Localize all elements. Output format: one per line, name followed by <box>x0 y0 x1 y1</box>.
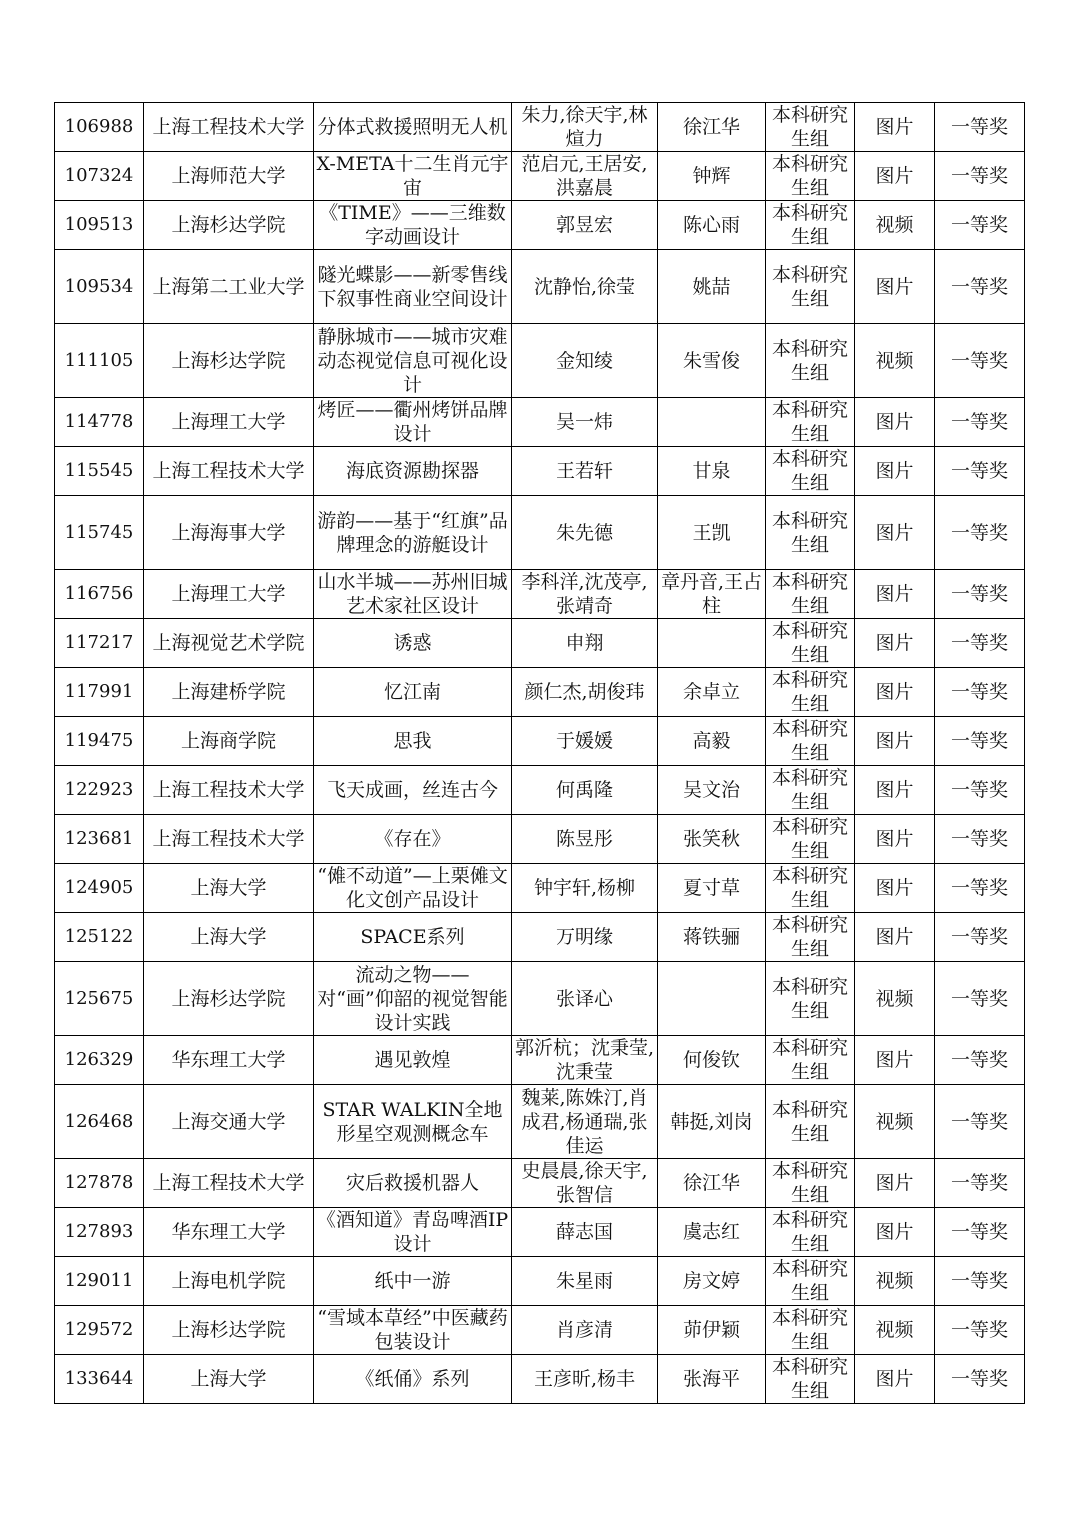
school-cell: 上海第二工业大学 <box>144 250 314 324</box>
group-cell: 本科研究生组 <box>766 668 855 717</box>
school-cell: 上海大学 <box>144 864 314 913</box>
school-cell: 上海工程技术大学 <box>144 103 314 152</box>
id-cell: 109534 <box>55 250 144 324</box>
authors-cell: 朱先德 <box>512 496 658 570</box>
id-cell: 114778 <box>55 398 144 447</box>
authors-cell: 郭昱宏 <box>512 201 658 250</box>
id-cell: 125675 <box>55 962 144 1036</box>
school-cell: 上海杉达学院 <box>144 962 314 1036</box>
award-cell: 一等奖 <box>935 962 1025 1036</box>
award-cell: 一等奖 <box>935 1355 1025 1404</box>
authors-cell: 王彦昕,杨丰 <box>512 1355 658 1404</box>
id-cell: 111105 <box>55 324 144 398</box>
type-cell: 视频 <box>855 201 935 250</box>
award-cell: 一等奖 <box>935 496 1025 570</box>
advisor-cell: 张笑秋 <box>658 815 766 864</box>
title-cell: 纸中一游 <box>314 1257 512 1306</box>
award-cell: 一等奖 <box>935 766 1025 815</box>
table-row <box>55 668 1025 717</box>
type-cell: 图片 <box>855 668 935 717</box>
group-cell: 本科研究生组 <box>766 1159 855 1208</box>
school-cell: 上海海事大学 <box>144 496 314 570</box>
title-cell: 流动之物—— 对“画”仰韶的视觉智能设计实践 <box>314 962 512 1036</box>
table-row <box>55 250 1025 324</box>
school-cell: 上海电机学院 <box>144 1257 314 1306</box>
advisor-cell <box>658 398 766 447</box>
id-cell: 115545 <box>55 447 144 496</box>
table-row <box>55 201 1025 250</box>
award-cell: 一等奖 <box>935 152 1025 201</box>
authors-cell: 颜仁杰,胡俊玮 <box>512 668 658 717</box>
group-cell: 本科研究生组 <box>766 766 855 815</box>
advisor-cell: 王凯 <box>658 496 766 570</box>
advisor-cell: 章丹音,王占柱 <box>658 570 766 619</box>
authors-cell: 李科洋,沈茂亭,张靖奇 <box>512 570 658 619</box>
type-cell: 视频 <box>855 324 935 398</box>
authors-cell: 王若轩 <box>512 447 658 496</box>
group-cell: 本科研究生组 <box>766 447 855 496</box>
authors-cell: 薛志国 <box>512 1208 658 1257</box>
type-cell: 图片 <box>855 152 935 201</box>
authors-cell: 万明缘 <box>512 913 658 962</box>
title-cell: 隧光蝶影——新零售线下叙事性商业空间设计 <box>314 250 512 324</box>
title-cell: 遇见敦煌 <box>314 1036 512 1085</box>
award-cell: 一等奖 <box>935 324 1025 398</box>
advisor-cell: 何俊钦 <box>658 1036 766 1085</box>
advisor-cell: 徐江华 <box>658 103 766 152</box>
school-cell: 上海建桥学院 <box>144 668 314 717</box>
title-cell: 《存在》 <box>314 815 512 864</box>
school-cell: 上海大学 <box>144 913 314 962</box>
table-row <box>55 619 1025 668</box>
authors-cell: 钟宇轩,杨柳 <box>512 864 658 913</box>
id-cell: 122923 <box>55 766 144 815</box>
authors-cell: 申翔 <box>512 619 658 668</box>
advisor-cell: 朱雪俊 <box>658 324 766 398</box>
award-cell: 一等奖 <box>935 1085 1025 1159</box>
group-cell: 本科研究生组 <box>766 1036 855 1085</box>
id-cell: 129572 <box>55 1306 144 1355</box>
table-row <box>55 1257 1025 1306</box>
title-cell: “傩不动道”—上栗傩文化文创产品设计 <box>314 864 512 913</box>
table-row <box>55 447 1025 496</box>
id-cell: 127878 <box>55 1159 144 1208</box>
title-cell: X-META十二生肖元宇宙 <box>314 152 512 201</box>
type-cell: 图片 <box>855 447 935 496</box>
school-cell: 上海杉达学院 <box>144 324 314 398</box>
school-cell: 上海杉达学院 <box>144 201 314 250</box>
group-cell: 本科研究生组 <box>766 250 855 324</box>
group-cell: 本科研究生组 <box>766 1208 855 1257</box>
school-cell: 上海理工大学 <box>144 570 314 619</box>
award-cell: 一等奖 <box>935 1036 1025 1085</box>
title-cell: “雪域本草经”中医藏药包装设计 <box>314 1306 512 1355</box>
type-cell: 图片 <box>855 766 935 815</box>
advisor-cell: 余卓立 <box>658 668 766 717</box>
id-cell: 126329 <box>55 1036 144 1085</box>
type-cell: 图片 <box>855 1159 935 1208</box>
award-cell: 一等奖 <box>935 201 1025 250</box>
school-cell: 上海商学院 <box>144 717 314 766</box>
advisor-cell <box>658 619 766 668</box>
table-row <box>55 717 1025 766</box>
award-cell: 一等奖 <box>935 815 1025 864</box>
title-cell: 烤匠——衢州烤饼品牌设计 <box>314 398 512 447</box>
authors-cell: 何禹隆 <box>512 766 658 815</box>
title-cell: 静脉城市——城市灾难动态视觉信息可视化设计 <box>314 324 512 398</box>
title-cell: 山水半城——苏州旧城艺术家社区设计 <box>314 570 512 619</box>
award-cell: 一等奖 <box>935 103 1025 152</box>
title-cell: 《TIME》——三维数字动画设计 <box>314 201 512 250</box>
school-cell: 华东理工大学 <box>144 1036 314 1085</box>
award-cell: 一等奖 <box>935 668 1025 717</box>
authors-cell: 金知绫 <box>512 324 658 398</box>
school-cell: 华东理工大学 <box>144 1208 314 1257</box>
type-cell: 图片 <box>855 717 935 766</box>
group-cell: 本科研究生组 <box>766 717 855 766</box>
school-cell: 上海工程技术大学 <box>144 1159 314 1208</box>
table-row <box>55 496 1025 570</box>
id-cell: 115745 <box>55 496 144 570</box>
table-row <box>55 766 1025 815</box>
award-cell: 一等奖 <box>935 619 1025 668</box>
authors-cell: 吴一炜 <box>512 398 658 447</box>
title-cell: 分体式救援照明无人机 <box>314 103 512 152</box>
advisor-cell: 张海平 <box>658 1355 766 1404</box>
table-row <box>55 398 1025 447</box>
school-cell: 上海交通大学 <box>144 1085 314 1159</box>
group-cell: 本科研究生组 <box>766 103 855 152</box>
group-cell: 本科研究生组 <box>766 1306 855 1355</box>
type-cell: 图片 <box>855 1036 935 1085</box>
table-row <box>55 1355 1025 1404</box>
id-cell: 126468 <box>55 1085 144 1159</box>
type-cell: 图片 <box>855 864 935 913</box>
award-cell: 一等奖 <box>935 913 1025 962</box>
title-cell: 思我 <box>314 717 512 766</box>
title-cell: 游韵——基于“红旗”品牌理念的游艇设计 <box>314 496 512 570</box>
type-cell: 图片 <box>855 250 935 324</box>
title-cell: 灾后救援机器人 <box>314 1159 512 1208</box>
award-cell: 一等奖 <box>935 250 1025 324</box>
award-cell: 一等奖 <box>935 570 1025 619</box>
advisor-cell: 房文婷 <box>658 1257 766 1306</box>
type-cell: 图片 <box>855 103 935 152</box>
authors-cell: 沈静怡,徐莹 <box>512 250 658 324</box>
type-cell: 图片 <box>855 1355 935 1404</box>
table-row <box>55 1036 1025 1085</box>
school-cell: 上海工程技术大学 <box>144 447 314 496</box>
school-cell: 上海工程技术大学 <box>144 766 314 815</box>
title-cell: 忆江南 <box>314 668 512 717</box>
group-cell: 本科研究生组 <box>766 1085 855 1159</box>
award-cell: 一等奖 <box>935 1257 1025 1306</box>
group-cell: 本科研究生组 <box>766 913 855 962</box>
advisor-cell: 夏寸草 <box>658 864 766 913</box>
id-cell: 106988 <box>55 103 144 152</box>
award-cell: 一等奖 <box>935 1159 1025 1208</box>
id-cell: 123681 <box>55 815 144 864</box>
award-cell: 一等奖 <box>935 1208 1025 1257</box>
group-cell: 本科研究生组 <box>766 496 855 570</box>
type-cell: 图片 <box>855 815 935 864</box>
table-row <box>55 962 1025 1036</box>
table-row <box>55 570 1025 619</box>
advisor-cell: 陈心雨 <box>658 201 766 250</box>
table-row <box>55 1208 1025 1257</box>
group-cell: 本科研究生组 <box>766 398 855 447</box>
school-cell: 上海理工大学 <box>144 398 314 447</box>
id-cell: 125122 <box>55 913 144 962</box>
title-cell: 飞天成画，丝连古今 <box>314 766 512 815</box>
table-row <box>55 324 1025 398</box>
advisor-cell: 高毅 <box>658 717 766 766</box>
group-cell: 本科研究生组 <box>766 1257 855 1306</box>
school-cell: 上海工程技术大学 <box>144 815 314 864</box>
title-cell: STAR WALKIN全地形星空观测概念车 <box>314 1085 512 1159</box>
id-cell: 117217 <box>55 619 144 668</box>
group-cell: 本科研究生组 <box>766 864 855 913</box>
type-cell: 图片 <box>855 398 935 447</box>
school-cell: 上海师范大学 <box>144 152 314 201</box>
table-row <box>55 152 1025 201</box>
type-cell: 图片 <box>855 1208 935 1257</box>
table-row <box>55 1306 1025 1355</box>
authors-cell: 范启元,王居安,洪嘉晨 <box>512 152 658 201</box>
school-cell: 上海大学 <box>144 1355 314 1404</box>
table-row <box>55 1159 1025 1208</box>
award-cell: 一等奖 <box>935 1306 1025 1355</box>
id-cell: 117991 <box>55 668 144 717</box>
type-cell: 视频 <box>855 962 935 1036</box>
award-cell: 一等奖 <box>935 398 1025 447</box>
table-row <box>55 815 1025 864</box>
advisor-cell <box>658 962 766 1036</box>
award-table <box>54 102 1025 1404</box>
id-cell: 119475 <box>55 717 144 766</box>
authors-cell: 肖彦清 <box>512 1306 658 1355</box>
award-cell: 一等奖 <box>935 864 1025 913</box>
authors-cell: 魏莱,陈姝汀,肖成君,杨通瑞,张佳运 <box>512 1085 658 1159</box>
advisor-cell: 钟辉 <box>658 152 766 201</box>
title-cell: 《酒知道》青岛啤酒IP设计 <box>314 1208 512 1257</box>
authors-cell: 张译心 <box>512 962 658 1036</box>
type-cell: 视频 <box>855 1306 935 1355</box>
authors-cell: 史晨晨,徐天宇,张智信 <box>512 1159 658 1208</box>
type-cell: 图片 <box>855 496 935 570</box>
group-cell: 本科研究生组 <box>766 815 855 864</box>
group-cell: 本科研究生组 <box>766 1355 855 1404</box>
authors-cell: 朱力,徐天宇,林煊力 <box>512 103 658 152</box>
id-cell: 109513 <box>55 201 144 250</box>
group-cell: 本科研究生组 <box>766 619 855 668</box>
id-cell: 127893 <box>55 1208 144 1257</box>
id-cell: 129011 <box>55 1257 144 1306</box>
advisor-cell: 虞志红 <box>658 1208 766 1257</box>
advisor-cell: 蒋铁骊 <box>658 913 766 962</box>
title-cell: 《纸俑》系列 <box>314 1355 512 1404</box>
advisor-cell: 姚喆 <box>658 250 766 324</box>
authors-cell: 陈昱彤 <box>512 815 658 864</box>
table-row <box>55 103 1025 152</box>
table-row <box>55 1085 1025 1159</box>
table-row <box>55 913 1025 962</box>
advisor-cell: 韩挺,刘岗 <box>658 1085 766 1159</box>
authors-cell: 朱星雨 <box>512 1257 658 1306</box>
school-cell: 上海杉达学院 <box>144 1306 314 1355</box>
group-cell: 本科研究生组 <box>766 201 855 250</box>
advisor-cell: 茆伊颖 <box>658 1306 766 1355</box>
advisor-cell: 吴文治 <box>658 766 766 815</box>
group-cell: 本科研究生组 <box>766 962 855 1036</box>
type-cell: 图片 <box>855 619 935 668</box>
id-cell: 116756 <box>55 570 144 619</box>
id-cell: 124905 <box>55 864 144 913</box>
title-cell: 诱惑 <box>314 619 512 668</box>
group-cell: 本科研究生组 <box>766 324 855 398</box>
award-table-body <box>55 103 1025 1404</box>
award-cell: 一等奖 <box>935 717 1025 766</box>
table-row <box>55 864 1025 913</box>
title-cell: 海底资源勘探器 <box>314 447 512 496</box>
school-cell: 上海视觉艺术学院 <box>144 619 314 668</box>
type-cell: 图片 <box>855 570 935 619</box>
type-cell: 视频 <box>855 1257 935 1306</box>
authors-cell: 郭沂杭；沈秉莹,沈秉莹 <box>512 1036 658 1085</box>
id-cell: 107324 <box>55 152 144 201</box>
type-cell: 图片 <box>855 913 935 962</box>
advisor-cell: 徐江华 <box>658 1159 766 1208</box>
award-cell: 一等奖 <box>935 447 1025 496</box>
advisor-cell: 甘泉 <box>658 447 766 496</box>
id-cell: 133644 <box>55 1355 144 1404</box>
title-cell: SPACE系列 <box>314 913 512 962</box>
group-cell: 本科研究生组 <box>766 152 855 201</box>
authors-cell: 于媛媛 <box>512 717 658 766</box>
type-cell: 视频 <box>855 1085 935 1159</box>
group-cell: 本科研究生组 <box>766 570 855 619</box>
